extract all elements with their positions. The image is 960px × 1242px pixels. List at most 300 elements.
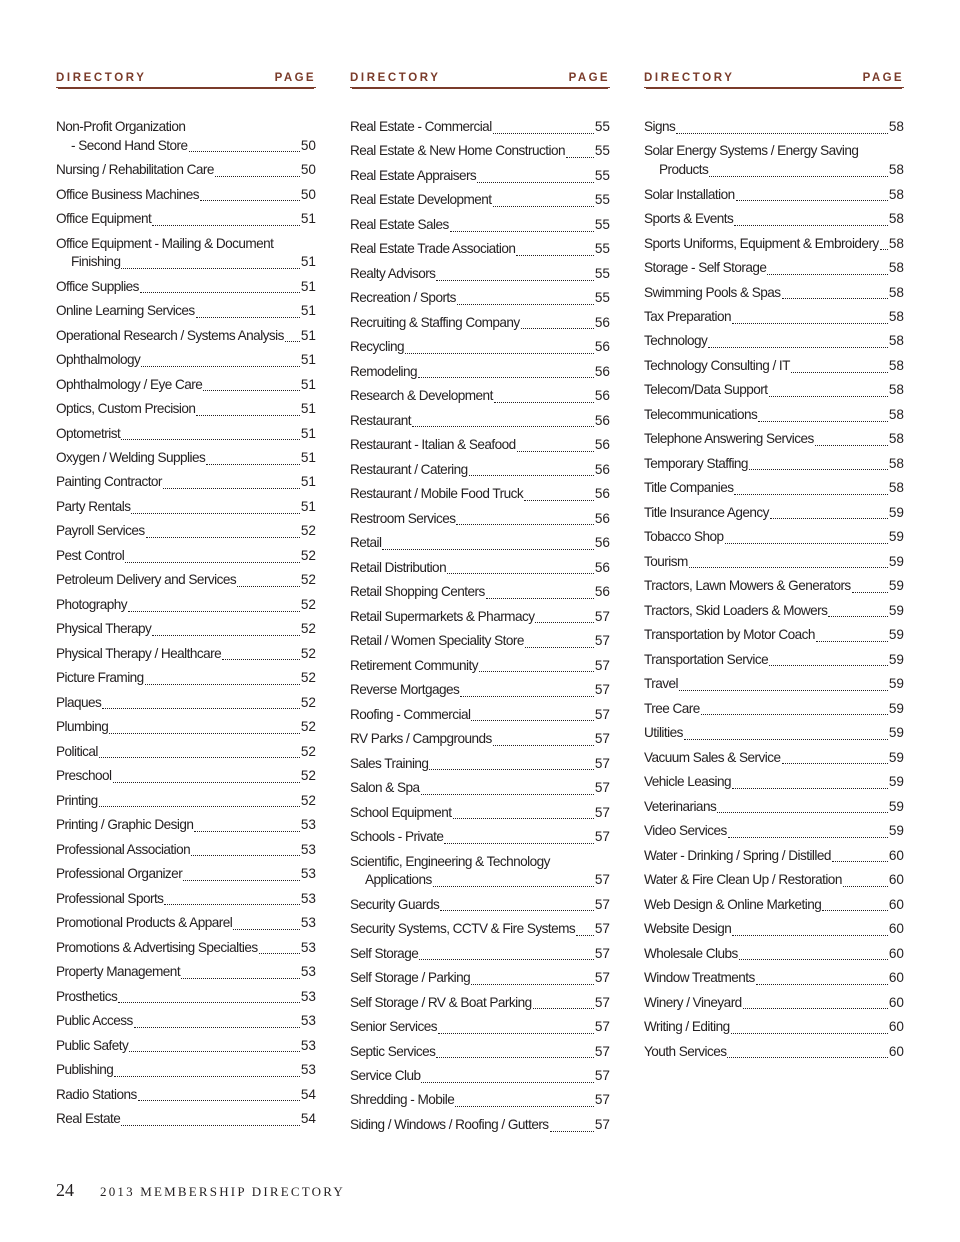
directory-entry [644,626,904,645]
entry-name: Restaurant / Mobile Food Truck [350,486,524,502]
entry-page-number: 57 [594,921,610,937]
entry-page-number: 56 [594,461,610,477]
dot-leader [486,597,594,599]
dot-leader [194,830,300,832]
dot-leader [121,267,299,269]
entry-name: Transportation Service [644,651,769,667]
dot-leader [717,811,888,813]
directory-entry [56,620,316,639]
entry-page-number: 52 [300,719,316,735]
entry-name: Non-Profit Organization [56,119,186,134]
dot-leader [493,744,594,746]
entry-name: Professional Sports [56,890,164,906]
entry-page-number: 55 [594,290,610,306]
entry-page-number: 58 [888,235,904,251]
entry-page-number: 60 [888,1043,904,1059]
dot-leader [233,928,300,930]
entry-page-number: 57 [594,1068,610,1083]
directory-entry [644,675,904,694]
entry-name: Siding / Windows / Roofing / Gutters [350,1116,549,1132]
entry-name: Water & Fire Clean Up / Restoration [644,872,842,888]
entry-name: Technology [644,333,708,349]
dot-leader [732,787,888,789]
entry-page-number: 57 [594,1043,610,1059]
directory-entry [350,338,610,357]
dot-leader [770,517,888,519]
entry-page-number: 60 [888,1019,904,1035]
entry-name: Solar Installation [644,186,735,202]
entry-page-number: 57 [594,657,610,673]
entry-page-number: 57 [594,970,610,986]
entry-name: Website Design [644,921,732,937]
dot-leader [822,909,888,911]
entry-page-number: 59 [888,749,904,765]
entry-page-number: 53 [300,964,316,980]
dot-leader [756,983,888,985]
entry-page-number: 57 [594,706,610,722]
entry-name: Real Estate Trade Association [350,241,516,257]
entry-page-number: 51 [300,352,316,368]
entry-page-number: 57 [594,1092,610,1108]
entry-name: Self Storage [350,945,419,961]
entry-page-number: 52 [300,743,316,759]
column-header-page-label: PAGE [568,72,610,84]
directory-entry [350,1043,610,1062]
entry-name: Solar Energy Systems / Energy Saving [644,143,859,159]
entry-name: Tree Care [644,700,700,716]
dot-leader [471,719,593,721]
directory-entry [350,461,610,480]
dot-leader [191,854,300,856]
entry-name: Tobacco Shop [644,529,724,545]
dot-leader [121,438,300,440]
entry-name: Schools - Private [350,829,444,845]
directory-entries [644,118,904,1061]
directory-entry [350,289,610,308]
entry-name: Publishing [56,1062,114,1078]
directory-entry [56,596,316,615]
entry-name: Recycling [350,339,404,355]
entry-name-continued: Applications [365,872,432,888]
dot-leader [99,756,300,758]
entry-page-number: 53 [300,1013,316,1029]
directory-entry [56,939,316,958]
entry-page-number: 57 [594,633,610,649]
entry-page-number: 60 [888,921,904,937]
dot-leader [815,444,888,446]
directory-entry [350,706,610,725]
entry-page-number: 58 [888,382,904,398]
page-footer [56,1180,345,1201]
dot-leader [203,389,300,391]
directory-entry [644,259,904,278]
dot-leader [146,536,300,538]
directory-entry [56,816,316,835]
directory-entry [350,804,610,823]
column-header [350,72,610,88]
entry-name: Payroll Services [56,523,145,539]
entry-page-number: 50 [300,186,316,202]
dot-leader [99,805,300,807]
entry-name-continued: - Second Hand Store [71,137,188,153]
directory-entry [350,730,610,749]
dot-leader [732,934,888,936]
directory-entry [56,1110,316,1129]
directory-entry [350,1018,610,1037]
directory-entry [56,865,316,884]
entry-page-number: 58 [888,284,904,300]
entry-name: Real Estate [56,1111,121,1127]
entry-page-number: 53 [300,915,316,931]
entry-page-number: 60 [888,970,904,986]
entry-name: Youth Services [644,1043,727,1059]
entry-name: Writing / Editing [644,1019,730,1035]
dot-leader [728,836,888,838]
directory-entry [644,308,904,327]
dot-leader [550,1130,594,1132]
entry-page-number: 52 [300,547,316,563]
dot-leader [125,561,300,563]
entry-page-number: 59 [888,823,904,839]
entry-name: Web Design & Online Marketing [644,896,822,912]
entry-name: Self Storage / Parking [350,970,471,986]
directory-entry [644,357,904,376]
directory-entry [56,1037,316,1056]
entry-page-number: 52 [300,523,316,539]
entry-name: Shredding - Mobile [350,1092,455,1108]
entry-name: Real Estate Sales [350,216,449,232]
entry-name: Telephone Answering Services [644,431,814,447]
entry-name: Ophthalmology / Eye Care [56,376,203,392]
entry-page-number: 60 [888,945,904,961]
directory-entry [350,118,610,137]
entry-name: Radio Stations [56,1086,137,1102]
dot-leader [141,365,300,367]
entry-name: Title Insurance Agency [644,504,769,520]
entry-page-number: 55 [594,167,610,183]
entry-page-number: 59 [888,578,904,594]
dot-leader [816,640,888,642]
directory-entry [56,645,316,664]
dot-leader [493,205,594,207]
directory-entry [56,547,316,566]
entry-name: Operational Research / Systems Analysis [56,327,284,343]
entry-page-number: 60 [888,872,904,888]
column-header-label: DIRECTORY [56,72,147,84]
dot-leader [749,468,888,470]
dot-leader [731,1032,888,1034]
entry-name: Senior Services [350,1019,437,1035]
directory-entry [350,314,610,333]
entry-name: Self Storage / RV & Boat Parking [350,994,532,1010]
entry-name: Retail Distribution [350,559,447,575]
entry-page-number: 56 [594,584,610,600]
dot-leader [114,1075,300,1077]
entry-name: Physical Therapy / Healthcare [56,645,222,661]
directory-entry [644,871,904,890]
entry-page-number: 60 [888,847,904,863]
directory-entry [56,522,316,541]
directory-entry [350,920,610,939]
directory-entry [56,302,316,321]
entry-name: Research & Development [350,388,493,404]
dot-leader [732,322,888,324]
dot-leader [237,585,300,587]
entry-page-number: 58 [888,308,904,324]
dot-leader [113,781,300,783]
dot-leader [421,793,594,795]
entry-page-number: 52 [300,694,316,710]
directory-entry [350,191,610,210]
directory-entry [350,583,610,602]
entry-name: Optics, Custom Precision [56,401,196,417]
directory-entry [56,400,316,419]
directory-entry [56,767,316,786]
entry-page-number: 55 [594,265,610,281]
dot-leader [196,316,300,318]
entry-name: Prosthetics [56,988,118,1004]
directory-entry [644,945,904,964]
entry-name: Window Treatments [644,970,755,986]
dot-leader [880,248,888,250]
entry-page-number: 57 [594,829,610,845]
directory-column-1 [56,72,316,1135]
directory-entry [644,1043,904,1062]
entry-page-number: 58 [888,431,904,447]
dot-leader [767,273,887,275]
directory-entry [644,651,904,670]
dot-leader [145,683,300,685]
directory-entry [56,914,316,933]
entry-page-number: 51 [300,327,316,343]
directory-entry [644,332,904,351]
dot-leader [576,934,594,936]
entry-page-number: 58 [888,406,904,422]
dot-leader [418,376,594,378]
entry-page-number: 57 [594,896,610,912]
directory-entry [644,798,904,817]
dot-leader [200,199,300,201]
entry-name: Restroom Services [350,510,456,526]
entry-page-number: 58 [888,333,904,349]
directory-entry [350,485,610,504]
directory-entry [644,969,904,988]
entry-page-number: 54 [300,1086,316,1102]
entry-page-number: 51 [300,401,316,417]
directory-entry [350,387,610,406]
entry-name: Veterinarians [644,798,717,814]
dot-leader [447,572,594,574]
dot-leader [701,713,888,715]
dot-leader [456,523,593,525]
dot-leader [739,958,888,960]
dot-leader [828,615,887,617]
column-header-page-label: PAGE [862,72,904,84]
dot-leader [689,566,888,568]
dot-leader [457,303,594,305]
directory-column-3 [644,72,904,1067]
entry-name: Petroleum Delivery and Services [56,572,237,588]
dot-leader [843,885,888,887]
dot-leader [852,591,888,593]
entry-name: Promotions & Advertising Specialties [56,939,258,955]
dot-leader [421,1081,593,1083]
dot-leader [181,977,300,979]
entry-name-continued: Finishing [71,254,121,270]
directory-entry [56,571,316,590]
entry-name: Public Access [56,1013,133,1029]
dot-leader [479,670,594,672]
directory-entry [56,376,316,395]
dot-leader [709,175,888,177]
directory-entry [350,216,610,235]
column-header-label: DIRECTORY [350,72,441,84]
entry-page-number: 55 [594,216,610,232]
directory-entry [350,167,610,186]
dot-leader [782,762,888,764]
entry-page-number: 56 [594,314,610,330]
entry-name: Vehicle Leasing [644,774,731,790]
entry-page-number: 52 [300,768,316,784]
directory-entry [644,528,904,547]
entry-name: Property Management [56,964,181,980]
entry-name: Utilities [644,725,683,741]
dot-leader [736,199,888,201]
entry-page-number: 57 [594,1019,610,1035]
directory-entries [56,118,316,1129]
entry-page-number: 53 [300,817,316,833]
directory-entry [644,142,904,179]
directory-entry [644,700,904,719]
dot-leader [429,768,593,770]
dot-leader [102,707,300,709]
entry-name: Office Equipment [56,211,152,227]
directory-entry [350,608,610,627]
entry-page-number: 59 [888,627,904,643]
entry-name: Salon & Spa [350,780,420,796]
dot-leader [758,420,888,422]
entry-page-number: 57 [594,1116,610,1132]
directory-entry [644,724,904,743]
entry-name: Realty Advisors [350,265,436,281]
directory-entry [56,327,316,346]
dot-leader [419,958,594,960]
entry-name: RV Parks / Campgrounds [350,731,492,747]
directory-entry [56,498,316,517]
directory-entry [56,473,316,492]
directory-entry [644,235,904,254]
entry-name: Photography [56,596,128,612]
entry-page-number: 57 [594,682,610,698]
directory-entry [350,681,610,700]
dot-leader [436,1056,593,1058]
entry-page-number: 51 [300,278,316,294]
dot-leader [196,414,299,416]
directory-entry [350,1091,610,1110]
directory-entry [644,896,904,915]
entry-name: Signs [644,119,676,134]
dot-leader [455,1105,594,1107]
entry-name: Restaurant / Catering [350,461,468,477]
entry-page-number: 55 [594,119,610,134]
entry-name: Retail Supermarkets & Pharmacy [350,608,535,624]
directory-entry [644,406,904,425]
entry-page-number: 57 [594,994,610,1010]
directory-entry [644,186,904,205]
dot-leader [791,371,888,373]
entry-name: Printing / Graphic Design [56,817,194,833]
dot-leader [438,1032,594,1034]
entry-page-number: 59 [888,774,904,790]
entry-name: Vacuum Sales & Service [644,749,781,765]
entry-page-number: 57 [594,804,610,820]
entry-name: Retail / Women Speciality Store [350,633,524,649]
directory-column-2 [350,72,610,1140]
directory-entry [350,412,610,431]
directory-entry [644,118,904,137]
entry-name: Temporary Staffing [644,455,748,471]
entry-name: Real Estate - Commercial [350,119,492,134]
entry-page-number: 59 [888,504,904,520]
entry-page-number: 52 [300,621,316,637]
directory-entry [350,853,610,890]
entry-page-number: 59 [888,725,904,741]
directory-entry [56,963,316,982]
dot-leader [164,903,299,905]
directory-entry [350,265,610,284]
entry-page-number: 56 [594,412,610,428]
dot-leader [440,909,594,911]
entry-page-number: 59 [888,553,904,569]
entry-page-number: 59 [888,529,904,545]
directory-entry [350,755,610,774]
directory-entry [56,669,316,688]
entry-name: Roofing - Commercial [350,706,471,722]
entry-page-number: 51 [300,303,316,319]
entry-page-number: 56 [594,339,610,355]
directory-entry [56,718,316,737]
entry-page-number: 57 [594,780,610,796]
dot-leader [433,885,594,887]
entry-name: Optometrist [56,425,121,441]
directory-entry [56,278,316,297]
entry-name: Oxygen / Welding Supplies [56,450,206,465]
dot-leader [566,156,594,158]
directory-entry [350,969,610,988]
entry-name: Sales Training [350,755,429,771]
entry-name: Security Systems, CCTV & Fire Systems [350,921,576,937]
entry-name: Restaurant [350,412,411,428]
directory-entry [644,455,904,474]
entry-page-number: 52 [300,670,316,686]
entry-page-number: 51 [300,254,316,270]
dot-leader [118,1001,300,1003]
entry-page-number: 52 [300,572,316,588]
entry-name: Office Business Machines [56,186,199,202]
entry-page-number: 52 [300,792,316,808]
entry-name-continued: Products [659,162,709,178]
entry-name: Party Rentals [56,498,131,514]
directory-entry [350,632,610,651]
entry-page-number: 57 [594,945,610,961]
entry-name: Retirement Community [350,657,478,673]
entry-name: Printing [56,792,98,808]
entry-page-number: 53 [300,890,316,906]
directory-entry [350,779,610,798]
directory-entry [644,430,904,449]
dot-leader [128,610,300,612]
entry-name: Reverse Mortgages [350,682,460,698]
